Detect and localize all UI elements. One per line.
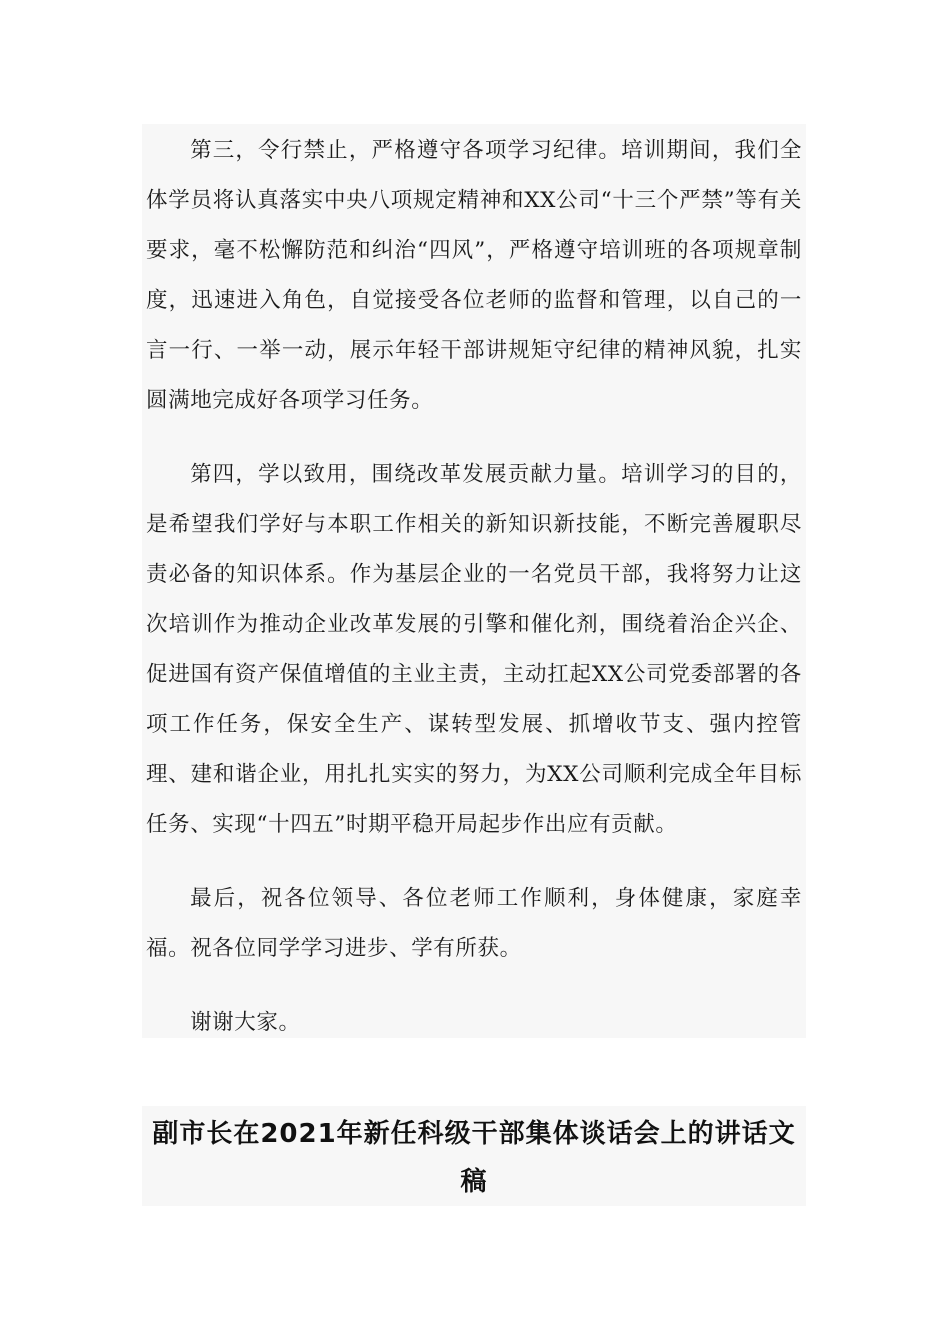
paragraph-thanks: 谢谢大家。 <box>190 1010 301 1035</box>
paragraph-wishes: 最后，祝各位领导、各位老师工作顺利，身体健康，家庭幸福。祝各位同学学习进步、学有所获。 <box>146 886 802 961</box>
document-body <box>146 126 802 1048</box>
paragraph-application: 第四，学以致用，围绕改革发展贡献力量。培训学习的目的，是希望我们学好与本职工作相关的新知识新技能，不断完善履职尽责必备的知识体系。作为基层企业的一名党员干部，我将努力让这次培训作为推动企业改革发展的引擎和催化剂，围绕着治企兴企、促进国有资产保值增值的主业主责，主动扛起XX公司党委部署的各项工作任务，保安全生产、谋转型发展、抓增收节支、强内控管理、建和谐企业，用扎扎实实的努力，为XX公司顺利完成全年目标任务、实现“十四五”时期平稳开局起步作出应有贡献。 <box>146 462 802 837</box>
paragraph-discipline: 第三，令行禁止，严格遵守各项学习纪律。培训期间，我们全体学员将认真落实中央八项规定精神和XX公司“十三个严禁”等有关要求，毫不松懈防范和纠治“四风”，严格遵守培训班的各项规章制度，迅速进入角色，自觉接受各位老师的监督和管理，以自己的一言一行、一举一动，展示年轻干部讲规矩守纪律的精神风貌，扎实圆满地完成好各项学习任务。 <box>146 138 802 413</box>
next-article-title: 副市长在2021年新任科级干部集体谈话会上的讲话文稿 <box>152 1119 796 1197</box>
